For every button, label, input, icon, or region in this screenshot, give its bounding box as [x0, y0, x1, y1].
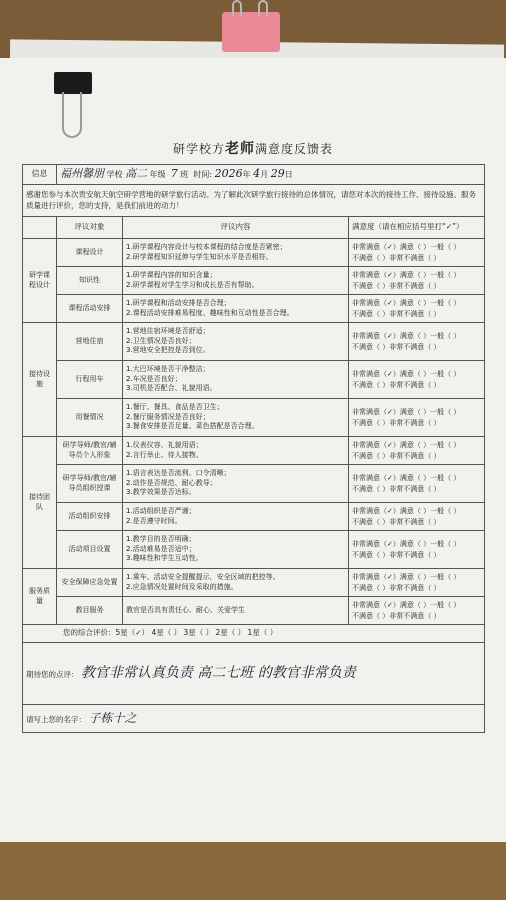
satisfaction-options[interactable]	[349, 465, 485, 503]
content-line: 3.司机是否配合、礼貌用语。	[126, 384, 217, 393]
content-line: 1.餐厅、餐具、食品是否卫生；	[126, 403, 224, 412]
item-content	[123, 597, 349, 625]
satisfaction-line-1[interactable]: 非常满意（✓）满意（ ）一般（ ）	[352, 539, 461, 548]
content-line: 2.言行举止、待人接物。	[126, 450, 203, 459]
intro-text: 感谢您参与本次贵安航天航空研学营地的研学旅行活动。为了解此次研学旅行接待的总体情况，请您对本次的接待工作、接待设施、服务质量进行评价，您的支持，是我们前进的动力！	[23, 185, 485, 217]
black-binder-clip	[54, 72, 92, 94]
satisfaction-line-2[interactable]: 不满意（ ）非常不满意（ ）	[352, 342, 441, 351]
content-line: 1.营地住宿环境是否舒适；	[126, 327, 210, 336]
satisfaction-line-1[interactable]: 非常满意（✓）满意（ ）一般（ ）	[352, 270, 461, 279]
item-content	[123, 437, 349, 465]
item-name: 知识性	[57, 267, 123, 295]
satisfaction-options[interactable]	[349, 437, 485, 465]
overall-rating: 您的综合评价：5星（✓） 4星（ ） 3星（ ） 2星（ ） 1星（ ）	[23, 625, 485, 643]
comment-cell	[23, 643, 485, 705]
satisfaction-line-1[interactable]: 非常满意（✓）满意（ ）一般（ ）	[352, 473, 461, 482]
content-line: 2.应急情况处置时间及采取的措施。	[126, 582, 238, 591]
category-label: 服务质量	[23, 569, 57, 625]
content-line: 教官是否具有责任心、耐心、关爱学生	[126, 605, 245, 614]
item-content	[123, 569, 349, 597]
satisfaction-options[interactable]	[349, 399, 485, 437]
category-label: 接待设施	[23, 323, 57, 437]
satisfaction-line-1[interactable]: 非常满意（✓）满意（ ）一般（ ）	[352, 369, 461, 378]
item-content	[123, 239, 349, 267]
content-line: 1.活动组织是否严谨；	[126, 507, 196, 516]
content-line: 2.课程活动安排难易程度、趣味性和互动性是否合理。	[126, 308, 294, 317]
info-label: 信息	[23, 165, 57, 185]
satisfaction-options[interactable]	[349, 323, 485, 361]
satisfaction-line-1[interactable]: 非常满意（✓）满意（ ）一般（ ）	[352, 407, 461, 416]
item-name: 研学导师/教官/辅导员组织授课	[57, 465, 123, 503]
evaluation-row	[23, 569, 485, 597]
evaluation-row	[23, 437, 485, 465]
feedback-table	[22, 164, 485, 733]
satisfaction-line-2[interactable]: 不满意（ ）非常不满意（ ）	[352, 517, 441, 526]
desk-background-bottom	[0, 840, 506, 900]
satisfaction-line-2[interactable]: 不满意（ ）非常不满意（ ）	[352, 583, 441, 592]
info-row	[23, 165, 485, 185]
content-line: 1.教学目的是否明确；	[126, 535, 196, 544]
satisfaction-options[interactable]	[349, 597, 485, 625]
item-name: 课程活动安排	[57, 295, 123, 323]
evaluation-row	[23, 465, 485, 503]
title-prefix: 研学校方	[172, 142, 225, 156]
item-name: 活动组织安排	[57, 503, 123, 531]
satisfaction-line-1[interactable]: 非常满意（✓）满意（ ）一般（ ）	[352, 298, 461, 307]
item-content	[123, 323, 349, 361]
item-content	[123, 399, 349, 437]
content-line: 2.动作是否规范、耐心教导；	[126, 478, 217, 487]
content-line: 1.研学课程内容的知识含量；	[126, 271, 217, 280]
item-name: 安全保障应急处置	[57, 569, 123, 597]
item-content	[123, 465, 349, 503]
item-content	[123, 503, 349, 531]
signature-row	[23, 705, 485, 733]
satisfaction-line-2[interactable]: 不满意（ ）非常不满意（ ）	[352, 484, 441, 493]
header-content: 评议内容	[123, 217, 349, 239]
item-name: 教目服务	[57, 597, 123, 625]
header-blank	[23, 217, 57, 239]
item-name: 用餐情况	[57, 399, 123, 437]
comment-row	[23, 643, 485, 705]
item-content	[123, 267, 349, 295]
info-fields	[57, 165, 485, 185]
item-name: 研学导师/教官/辅导员个人形象	[57, 437, 123, 465]
satisfaction-line-2[interactable]: 不满意（ ）非常不满意（ ）	[352, 309, 441, 318]
content-line: 1.大巴环境是否干净整洁；	[126, 365, 210, 374]
evaluation-row	[23, 531, 485, 569]
satisfaction-options[interactable]	[349, 531, 485, 569]
satisfaction-options[interactable]	[349, 239, 485, 267]
content-line: 3.营地安全把控是否到位。	[126, 346, 210, 355]
evaluation-row	[23, 399, 485, 437]
satisfaction-options[interactable]	[349, 503, 485, 531]
signature-cell	[23, 705, 485, 733]
satisfaction-line-2[interactable]: 不满意（ ）非常不满意（ ）	[352, 550, 441, 559]
content-line: 2.是否遵守时间。	[126, 516, 182, 525]
content-line: 1.语言表达是否流利、口令清晰；	[126, 469, 231, 478]
item-content	[123, 361, 349, 399]
form-title	[22, 138, 484, 158]
satisfaction-line-1[interactable]: 非常满意（✓）满意（ ）一般（ ）	[352, 572, 461, 581]
satisfaction-options[interactable]	[349, 569, 485, 597]
category-label: 研学课程设计	[23, 239, 57, 323]
school-name-value: 福州馨朋	[60, 167, 104, 181]
time-label: 时间:	[193, 170, 213, 180]
signature-label: 请写上您的名字：	[26, 715, 86, 725]
satisfaction-line-1[interactable]: 非常满意（✓）满意（ ）一般（ ）	[352, 506, 461, 515]
comment-label: 期待您的点评：	[26, 670, 79, 680]
grade-value: 高二	[125, 167, 148, 181]
item-name: 营地住宿	[57, 323, 123, 361]
satisfaction-line-2[interactable]: 不满意（ ）非常不满意（ ）	[352, 451, 441, 460]
comment-text[interactable]: 教官非常认真负责 高二七班 的教官非常负责	[80, 665, 356, 682]
evaluation-row	[23, 267, 485, 295]
satisfaction-line-2[interactable]: 不满意（ ）非常不满意（ ）	[352, 418, 441, 427]
satisfaction-line-2[interactable]: 不满意（ ）非常不满意（ ）	[352, 281, 441, 290]
class-value: 7	[170, 167, 178, 181]
content-line: 2.车况是否良好；	[126, 374, 182, 383]
satisfaction-line-1[interactable]: 非常满意（✓）满意（ ）一般（ ）	[352, 440, 461, 449]
month-label: 月	[260, 170, 269, 180]
category-label: 接待团队	[23, 437, 57, 569]
satisfaction-line-2[interactable]: 不满意（ ）非常不满意（ ）	[352, 253, 441, 262]
content-line: 1.仪表仪容、礼貌用语；	[126, 441, 203, 450]
feedback-form	[22, 138, 484, 733]
content-line: 1.研学课程内容设计与校本课程的结合度是否紧密；	[126, 243, 287, 252]
header-object: 评议对象	[57, 217, 123, 239]
satisfaction-line-1[interactable]: 非常满意（✓）满意（ ）一般（ ）	[352, 242, 461, 251]
content-line: 2.活动难易是否适中；	[126, 544, 196, 553]
content-line: 2.卫生情况是否良好；	[126, 336, 196, 345]
evaluation-row	[23, 323, 485, 361]
content-line: 3.教学效果是否达标。	[126, 488, 196, 497]
evaluation-row	[23, 239, 485, 267]
day-value: 29	[270, 167, 285, 181]
content-line: 1.研学课程和活动安排是否合理；	[126, 299, 231, 308]
intro-row	[23, 185, 485, 217]
class-label: 班	[180, 170, 189, 180]
item-name: 行程用车	[57, 361, 123, 399]
month-value: 4	[253, 167, 261, 181]
title-bold: 老师	[225, 141, 255, 157]
content-line: 2.研学课程知识延伸与学生知识水平是否相符。	[126, 252, 273, 261]
evaluation-row	[23, 503, 485, 531]
content-line: 3.趣味性和学生互动性。	[126, 554, 203, 563]
signature-name[interactable]: 子栋十之	[88, 711, 137, 726]
title-suffix: 满意度反馈表	[255, 142, 334, 156]
evaluation-row	[23, 597, 485, 625]
satisfaction-line-1[interactable]: 非常满意（✓）满意（ ）一般（ ）	[352, 600, 461, 609]
evaluation-row	[23, 361, 485, 399]
satisfaction-line-2[interactable]: 不满意（ ）非常不满意（ ）	[352, 380, 441, 389]
content-line: 2.研学课程对学生学习和成长是否有帮助。	[126, 280, 259, 289]
header-satisfaction: 满意度（请在相应括号里打“✓”）	[349, 217, 485, 239]
content-line: 2.餐厅服务情况是否良好；	[126, 412, 210, 421]
day-label: 日	[284, 170, 293, 180]
satisfaction-line-1[interactable]: 非常满意（✓）满意（ ）一般（ ）	[352, 331, 461, 340]
year-value: 2026	[214, 167, 243, 181]
content-line: 3.餐食安排是否足量、菜色搭配是否合理。	[126, 422, 259, 431]
pink-binder-clip	[222, 12, 280, 52]
header-row	[23, 217, 485, 239]
satisfaction-line-2[interactable]: 不满意（ ）非常不满意（ ）	[352, 611, 441, 620]
overall-rating-row	[23, 625, 485, 643]
satisfaction-options[interactable]	[349, 361, 485, 399]
school-label: 学校	[106, 170, 123, 180]
item-name: 课程设计	[57, 239, 123, 267]
satisfaction-options[interactable]	[349, 295, 485, 323]
item-content	[123, 295, 349, 323]
grade-label: 年级	[149, 170, 166, 180]
satisfaction-options[interactable]	[349, 267, 485, 295]
item-name: 活动项目设置	[57, 531, 123, 569]
year-label: 年	[242, 170, 251, 180]
evaluation-row	[23, 295, 485, 323]
item-content	[123, 531, 349, 569]
content-line: 1.乘车、活动安全提醒提示，安全区域的把控等。	[126, 573, 280, 582]
